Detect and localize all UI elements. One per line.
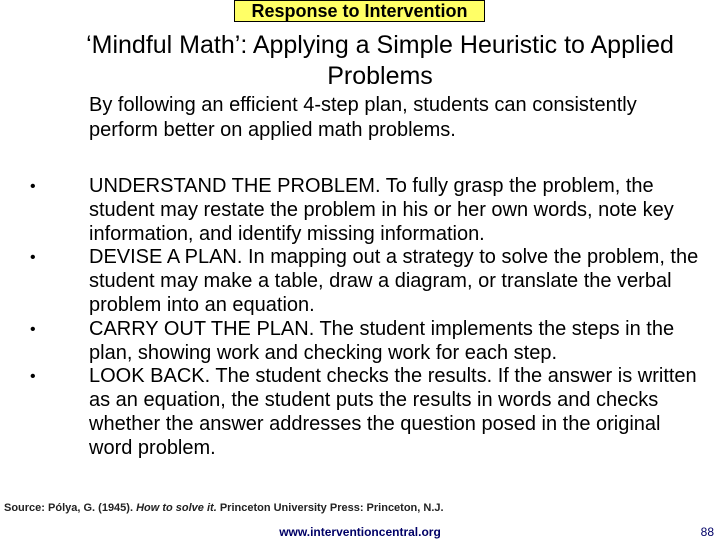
source-work: How to solve it. xyxy=(136,502,217,514)
bullet-text: DEVISE A PLAN. In mapping out a strategy to solve the problem, the student may make a table, draw a diagram, or translate the verbal problem into an equation. xyxy=(89,246,699,316)
website-link[interactable]: www.interventioncentral.org xyxy=(279,525,441,539)
list-item xyxy=(0,365,720,460)
source-publisher: Princeton University Press: Princeton, N.J. xyxy=(219,502,444,514)
list-item xyxy=(0,175,720,246)
list-item xyxy=(0,246,720,317)
slide-intro: By following an efficient 4-step plan, students can consistently perform better on applied math problems. xyxy=(89,94,637,141)
bullet-list xyxy=(0,175,720,461)
slide-title: ‘Mindful Math’: Applying a Simple Heuristic to Applied Problems xyxy=(86,31,674,90)
source-citation xyxy=(4,502,694,515)
source-label: Source: xyxy=(4,502,45,514)
bullet-marker: • xyxy=(30,249,36,267)
bullet-text: UNDERSTAND THE PROBLEM. To fully grasp the problem, the student may restate the problem in his or her own words, note key information, and identify missing information. xyxy=(89,175,674,245)
bullet-text: LOOK BACK. The student checks the results. If the answer is written as an equation, the student puts the results in words and checks whether the answer addresses the question posed in the original word problem. xyxy=(89,365,697,459)
bullet-text: CARRY OUT THE PLAN. The student implements the steps in the plan, showing work and checking work for each step. xyxy=(89,317,675,364)
bullet-marker: • xyxy=(30,368,36,386)
bullet-marker: • xyxy=(30,178,36,195)
header-banner: Response to Intervention xyxy=(234,0,485,22)
list-item xyxy=(0,318,720,366)
bullet-marker: • xyxy=(30,320,36,338)
source-author: Pólya, G. (1945). xyxy=(48,502,134,514)
page-number: 88 xyxy=(700,525,714,539)
